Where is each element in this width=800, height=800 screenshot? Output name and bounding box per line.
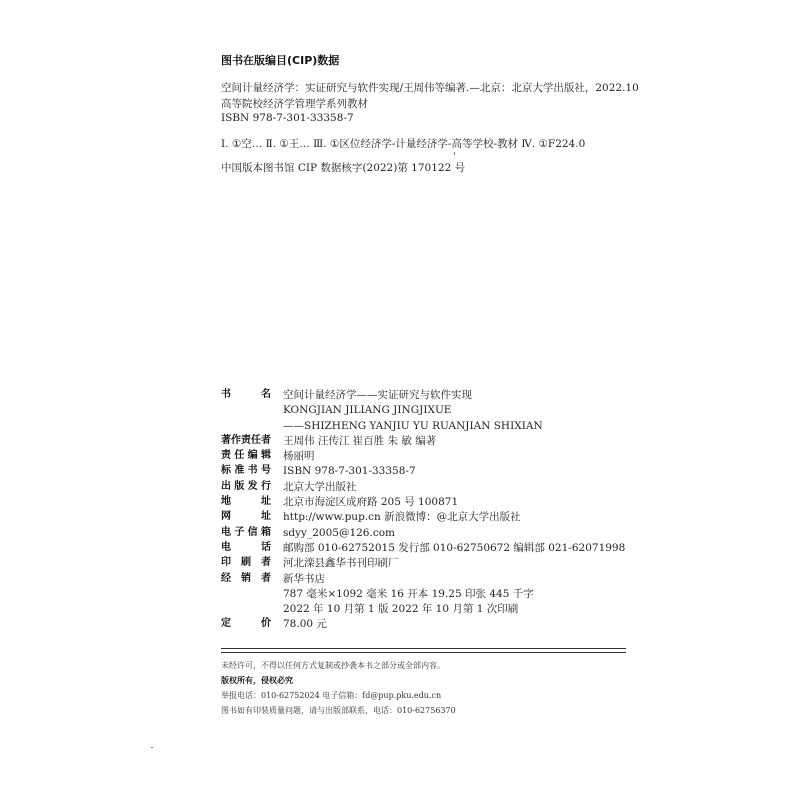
info-value: ——SHIZHENG YANJIU YU RUANJIAN SHIXIAN: [283, 419, 543, 432]
info-label-char: 标: [221, 465, 231, 477]
info-label-char: 发: [247, 480, 258, 492]
info-value: 王周伟 汪传江 崔百胜 朱 敏 编著: [283, 434, 437, 447]
info-row: [221, 588, 631, 603]
info-value: 2022 年 10 月第 1 版 2022 年 10 月第 1 次印刷: [283, 603, 519, 616]
cip-isbn-line: ISBN 978-7-301-33358-7: [221, 112, 354, 124]
info-row: [221, 603, 631, 618]
info-label: [221, 465, 271, 477]
info-value: 杨丽明: [283, 450, 315, 463]
copy-notice: 未经许可，不得以任何方式复制或抄袭本书之部分或全部内容。: [221, 661, 445, 670]
info-row: [221, 465, 631, 480]
cip-heading: 图书在版编目(CIP)数据: [221, 54, 340, 67]
info-label-char: 任: [251, 434, 261, 446]
info-label-char: 任: [234, 450, 245, 462]
info-label-char: 网: [221, 511, 231, 523]
info-label-char: 者: [261, 572, 271, 584]
info-label-char: 版: [234, 480, 245, 492]
info-label: [221, 496, 271, 508]
info-row: [221, 542, 631, 557]
info-label-char: 箱: [260, 526, 271, 538]
info-row: [221, 389, 631, 404]
info-value: ISBN 978-7-301-33358-7: [283, 465, 416, 478]
info-label-char: 者: [261, 434, 271, 446]
scan-speck: [454, 152, 455, 155]
info-label-char: 者: [261, 557, 271, 569]
info-label: [221, 435, 271, 447]
info-row: [221, 435, 631, 450]
info-label-char: 电: [221, 526, 231, 538]
info-label-char: 印: [221, 557, 231, 569]
info-label: [221, 573, 271, 585]
info-label: [221, 481, 271, 493]
info-label-char: 编: [247, 450, 258, 462]
info-value: 空间计量经济学——实证研究与软件实现: [283, 389, 472, 401]
rights-reserved: 版权所有，侵权必究: [221, 676, 293, 685]
info-label: [221, 511, 271, 523]
info-row: [221, 527, 631, 542]
info-label-char: 出: [221, 480, 231, 492]
info-label-char: 话: [261, 541, 271, 553]
cip-record-number-line: 中国版本图书馆 CIP 数据核字(2022)第 170122 号: [221, 162, 466, 174]
info-label-char: 电: [221, 541, 231, 553]
info-label: [221, 542, 271, 554]
cip-series-line: 高等院校经济学管理学系列教材: [221, 98, 368, 110]
info-value: 北京大学出版社: [283, 480, 357, 493]
info-label: [221, 527, 271, 539]
cip-bibliographic-line: 空间计量经济学：实证研究与软件实现/王周伟等编著.—北京：北京大学出版社，2022.10: [221, 82, 639, 94]
info-label-char: 子: [234, 526, 245, 538]
info-label-char: 辑: [260, 450, 271, 462]
info-label-char: 行: [260, 480, 271, 492]
scan-speck: [151, 747, 153, 748]
info-label-char: 著: [221, 434, 231, 446]
info-row: [221, 420, 631, 435]
info-label: [221, 618, 271, 630]
quality-contact: 图书如有印装质量问题，请与出版部联系，电话：010-62756370: [221, 706, 456, 715]
info-label: [221, 450, 271, 462]
divider-rule: [221, 648, 626, 649]
info-row: [221, 481, 631, 496]
info-row: [221, 573, 631, 588]
info-label-char: 址: [261, 511, 271, 523]
info-label-char: 信: [247, 526, 258, 538]
info-label-char: 书: [247, 465, 258, 477]
info-label-char: 责: [241, 434, 251, 446]
info-label-char: 责: [221, 450, 231, 462]
divider-rule: [221, 652, 626, 653]
info-value: sdyy_2005@126.com: [283, 526, 395, 539]
info-label: [221, 389, 271, 401]
info-value: 78.00 元: [283, 618, 327, 631]
info-label-char: 准: [234, 465, 245, 477]
info-label-char: 定: [221, 618, 231, 630]
info-value: 新华书店: [283, 572, 325, 585]
info-value: 787 毫米×1092 毫米 16 开本 19.25 印张 445 千字: [283, 587, 534, 600]
info-label-char: 号: [260, 465, 271, 477]
info-row: [221, 404, 631, 419]
info-label-char: 书: [221, 389, 231, 400]
info-row: [221, 618, 631, 633]
info-value: KONGJIAN JILIANG JINGJIXUE: [283, 404, 452, 417]
info-row: [221, 511, 631, 526]
info-row: [221, 450, 631, 465]
info-label: [221, 557, 271, 569]
info-label-char: 价: [261, 618, 271, 630]
cip-classification-line: Ⅰ. ①空… Ⅱ. ①王… Ⅲ. ①区位经济学-计量经济学-高等学校-教材 Ⅳ. ①F224.0: [221, 138, 586, 150]
book-info-table: [221, 389, 631, 634]
info-value: 北京市海淀区成府路 205 号 100871: [283, 496, 459, 509]
info-label-char: 址: [261, 496, 271, 508]
info-label-char: 名: [261, 389, 271, 400]
info-label-char: 刷: [241, 557, 251, 569]
info-row: [221, 496, 631, 511]
info-value: 河北滦县鑫华书刊印刷厂: [283, 557, 399, 570]
report-contact: 举报电话：010-62752024 电子信箱：fd@pup.pku.edu.cn: [221, 691, 442, 700]
info-value: http://www.pup.cn 新浪微博：@北京大学出版社: [283, 511, 521, 524]
info-label-char: 作: [231, 434, 241, 446]
info-row: [221, 557, 631, 572]
info-label-char: 经: [221, 572, 231, 584]
info-value: 邮购部 010-62752015 发行部 010-62750672 编辑部 021-62071998: [283, 541, 626, 554]
info-label-char: 销: [241, 572, 251, 584]
info-label-char: 地: [221, 496, 231, 508]
